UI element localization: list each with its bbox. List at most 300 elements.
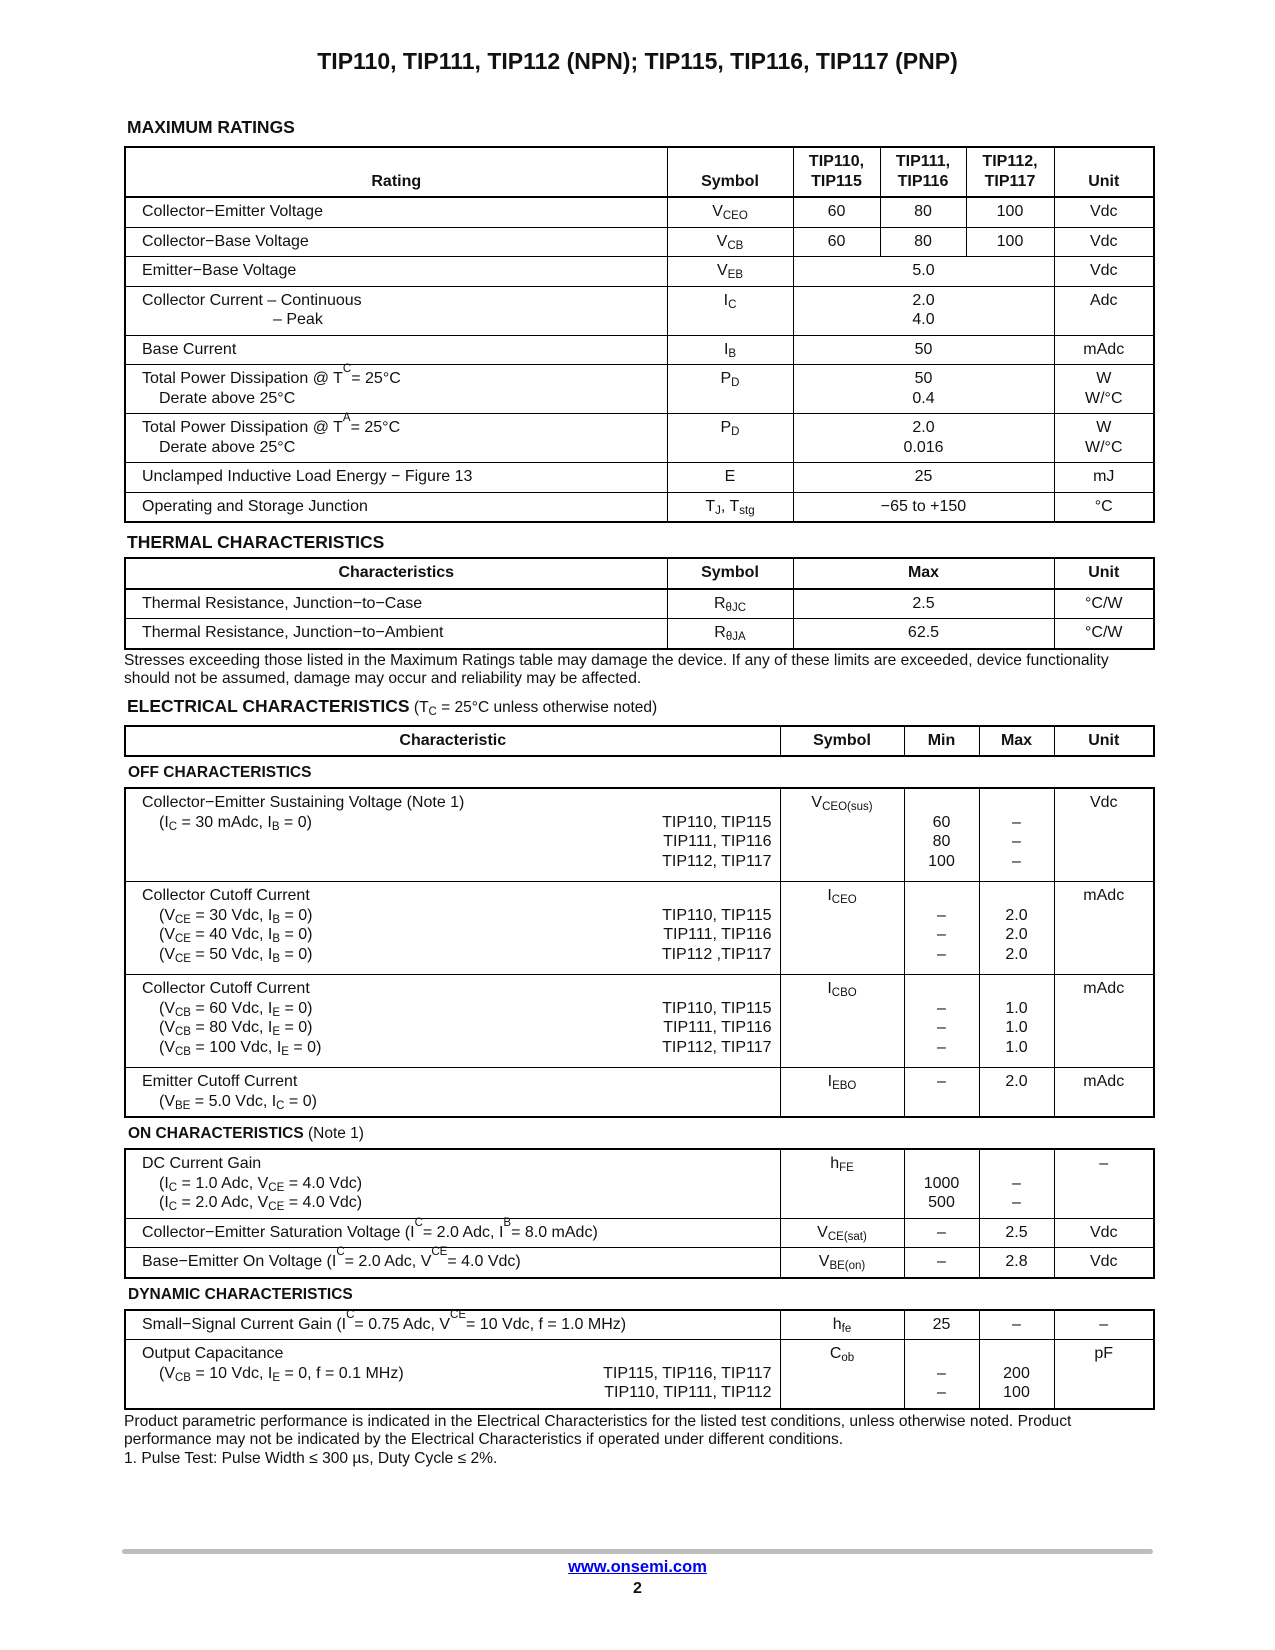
condition-line (142, 1092, 772, 1112)
device-list: TIP111, TIP116 (663, 833, 772, 850)
unit-cell (1054, 197, 1154, 227)
min-cell (904, 788, 979, 882)
subscript: B (271, 820, 280, 833)
min-cell (904, 1310, 979, 1340)
cell-text: 0.016 (903, 438, 944, 456)
cell-text (939, 1154, 943, 1174)
unit-cell: Vdc (1054, 788, 1154, 882)
symbol-cell: $R_{\theta JC}$ (667, 589, 793, 619)
unit-cell: °C/W (1054, 619, 1154, 649)
header-row (125, 558, 1154, 589)
symbol-cell: $h_{fe}$ (780, 1310, 904, 1340)
value-cell (793, 257, 1054, 287)
symbol-cell: $V_{CE(sat)}$ (780, 1218, 904, 1248)
cell-text: 2.0 (912, 419, 935, 436)
cell-line (980, 832, 1054, 852)
cell-line (905, 1193, 979, 1213)
cell-line (905, 1223, 979, 1243)
cell-text: Vdc (1089, 262, 1118, 279)
max-ratings-heading: MAXIMUM RATINGS (127, 117, 295, 137)
table-row (125, 1248, 1154, 1278)
test-condition (142, 1383, 159, 1403)
cell-text: – (937, 1223, 946, 1241)
device-list: TIP115, TIP116, TIP117 (603, 1364, 772, 1382)
characteristic-title: Collector Cutoff Current (142, 887, 310, 904)
footer-divider (122, 1549, 1153, 1554)
subscript: CB (175, 1026, 191, 1038)
table-row (125, 1068, 1154, 1118)
unit-cell (1054, 227, 1154, 257)
unit-cell (1054, 463, 1154, 493)
test-condition: ($V_{CE} = 50$ Vdc, $I_B = 0$) (159, 945, 313, 965)
header-char: Characteristic (125, 726, 780, 757)
characteristic-cell: Thermal Resistance, Junction−to−Case (125, 589, 667, 619)
characteristic-title: Collector Cutoff Current (142, 980, 310, 997)
cell-line (1055, 340, 1154, 360)
cell-line (1055, 232, 1154, 252)
subscript: C (276, 1099, 285, 1112)
cell-text: 50 (914, 340, 933, 358)
cell-text: Vdc (1089, 203, 1118, 220)
test-condition: ($I_C = 2.0$ Adc, $V_{CE} = 4.0$ Vdc) (159, 1194, 363, 1213)
cell-line (905, 1038, 979, 1058)
cell-text: – (1012, 813, 1021, 831)
characteristic-title: Output Capacitance (142, 1345, 284, 1362)
cell-text (939, 793, 943, 813)
subscript: B (503, 1216, 512, 1229)
cell-text: TIP111, (895, 153, 951, 170)
rating-line: Derate above 25°C (159, 438, 296, 456)
cell-text: 25 (932, 1315, 951, 1333)
footnote-pulse-test: 1. Pulse Test: Pulse Width ≤ 300 µs, Duty Cycle ≤ 2%. (124, 1449, 498, 1467)
symbol-cell: $V_{CEO}$ (667, 197, 793, 227)
cell-text: – (937, 945, 946, 963)
table-row (125, 197, 1154, 227)
symbol-cell: $P_D$ (667, 365, 793, 414)
unit-cell (1054, 414, 1154, 463)
subscript: CE (175, 933, 191, 945)
table-row (125, 335, 1154, 365)
cell-text: 1.0 (1005, 1038, 1028, 1056)
cell-line (980, 813, 1054, 833)
table-row (125, 365, 1154, 414)
max-cell (979, 882, 1054, 975)
subscript: EBO (832, 1080, 857, 1092)
cell-text: – (1012, 833, 1021, 850)
cell-text: 1.0 (1005, 1019, 1028, 1036)
subscript: CB (727, 239, 744, 252)
cell-line (794, 438, 1054, 458)
cell-line (980, 1344, 1054, 1364)
cell-line (980, 1038, 1054, 1058)
cell-text: 2.8 (1005, 1253, 1028, 1270)
cell-text: – (937, 1384, 946, 1401)
cell-line (794, 369, 1054, 389)
symbol-cell: $T_J$, $T_{stg}$ (667, 492, 793, 522)
max-cell: 62.5 (793, 619, 1054, 649)
min-cell (904, 1218, 979, 1248)
condition-line (142, 832, 772, 852)
subscript: CE (450, 1308, 467, 1321)
cell-line (794, 310, 1054, 330)
test-condition: ($I_C = 30$ mAdc, $I_B = 0$) (159, 813, 312, 833)
min-cell (904, 1149, 979, 1218)
cell-text (1014, 979, 1018, 999)
cell-line (980, 1223, 1054, 1243)
cell-text: 25 (914, 468, 933, 485)
max-cell (979, 788, 1054, 882)
characteristic-title: Collector−Emitter Saturation Voltage (I C = 2.0 Adc, I B = 8.0 mAdc) (142, 1216, 598, 1241)
section-table (124, 787, 1155, 1118)
device-list: TIP110, TIP111, TIP112 (604, 1384, 772, 1401)
condition-line (142, 1018, 772, 1038)
subscript: CE (431, 1246, 448, 1258)
rating-line: Collector Current – Continuous (142, 291, 362, 309)
cell-line (980, 925, 1054, 945)
electrical-condition: ($T_C = 25^\circ C$ unless otherwise noted) (409, 698, 658, 718)
subscript: CE (268, 1181, 285, 1194)
stress-note-line: should not be assumed, damage may occur and reliability may be affected. (124, 670, 642, 687)
subscript: θJC (725, 601, 746, 614)
header-unit: Unit (1054, 558, 1154, 589)
symbol-cell: $V_{BE(on)}$ (780, 1248, 904, 1278)
cell-line (1055, 291, 1154, 311)
test-condition: ($V_{CB} = 80$ Vdc, $I_E = 0$) (159, 1019, 313, 1038)
cell-line (905, 1252, 979, 1272)
characteristic-cell (125, 1340, 780, 1409)
cell-line (980, 1252, 1054, 1272)
cell-line (1055, 418, 1154, 438)
cell-text: −65 to +150 (880, 497, 967, 515)
cell-text: 100 (928, 852, 955, 870)
cell-text: W/°C (1085, 438, 1123, 456)
test-condition (142, 832, 159, 852)
condition-line (142, 906, 772, 926)
rating-line: Base Current (142, 340, 237, 358)
cell-text: – (937, 1073, 946, 1090)
cell-text: 60 (932, 813, 951, 831)
condition-line (142, 852, 772, 872)
cell-line (905, 886, 979, 906)
subscript: E (272, 1026, 281, 1038)
symbol-cell: E (667, 463, 793, 493)
value-cell: 80 (880, 227, 966, 257)
characteristic-title: Base−Emitter On Voltage (I C = 2.0 Adc, V CE = 4.0 Vdc) (142, 1246, 521, 1270)
cell-line (905, 1315, 979, 1335)
subscript: C (336, 1246, 345, 1258)
symbol-cell: $V_{EB}$ (667, 257, 793, 287)
device-list: TIP111, TIP116 (663, 926, 772, 943)
rating-cell (125, 414, 667, 463)
cell-line (905, 1344, 979, 1364)
subscript: CEO (831, 894, 857, 906)
website-link[interactable]: www.onsemi.com (568, 1558, 707, 1576)
cell-line (980, 793, 1054, 813)
cell-text (939, 1344, 943, 1364)
cell-line (980, 979, 1054, 999)
stress-note-line: Stresses exceeding those listed in the Maximum Ratings table may damage the device. If any of these limits are exceeded, device functionality (124, 651, 1109, 669)
test-condition: ($V_{CB} = 60$ Vdc, $I_E = 0$) (159, 999, 313, 1019)
cell-text (939, 979, 943, 999)
cell-line (1055, 389, 1154, 409)
subscript: CE(sat) (827, 1230, 867, 1243)
cell-line (1055, 369, 1154, 389)
unit-cell: Vdc (1054, 1248, 1154, 1278)
cell-line (980, 886, 1054, 906)
cell-line (980, 1315, 1054, 1335)
cell-text: 2.5 (1005, 1223, 1028, 1241)
cell-line (794, 418, 1054, 438)
unit-cell (1054, 335, 1154, 365)
subscript: CB (175, 1371, 191, 1384)
test-condition: ($V_{CE} = 30$ Vdc, $I_B = 0$) (159, 906, 313, 926)
rating-line: Collector−Emitter Voltage (142, 203, 323, 220)
characteristic-cell: Thermal Resistance, Junction−to−Ambient (125, 619, 667, 649)
cell-text: °C (1094, 497, 1113, 515)
test-condition: ($V_{CB} = 10$ Vdc, $I_E = 0$, f = 0.1 MHz) (159, 1364, 404, 1384)
electrical-heading-text: ELECTRICAL CHARACTERISTICS (127, 695, 410, 716)
symbol-cell: $h_{FE}$ (780, 1149, 904, 1218)
rating-cell (125, 492, 667, 522)
table-row (125, 975, 1154, 1068)
subscript: CEO (722, 210, 748, 222)
electrical-header-table (124, 725, 1155, 758)
table-row (125, 463, 1154, 493)
subscript: D (731, 426, 740, 438)
cell-line (881, 172, 966, 192)
section-label (124, 763, 1153, 782)
value-cell: 100 (966, 227, 1054, 257)
rating-line: Operating and Storage Junction (142, 497, 368, 515)
cell-text: mJ (1093, 468, 1115, 485)
value-cell (793, 492, 1054, 522)
cell-line (905, 852, 979, 872)
subscript: BE(on) (829, 1260, 866, 1272)
symbol-cell: $I_{EBO}$ (780, 1068, 904, 1118)
cell-text: TIP115 (811, 172, 862, 190)
value-cell: 100 (966, 197, 1054, 227)
cell-text: Adc (1089, 291, 1118, 309)
unit-cell: mAdc (1054, 1068, 1154, 1118)
cell-line (1055, 467, 1154, 487)
rating-cell (125, 335, 667, 365)
max-cell (979, 975, 1054, 1068)
unit-cell (1054, 365, 1154, 414)
cell-line (905, 1072, 979, 1092)
min-cell (904, 1340, 979, 1409)
cell-text (1014, 793, 1018, 813)
section-label (124, 1285, 1153, 1304)
subscript: θJA (725, 631, 746, 643)
rating-cell (125, 257, 667, 287)
cell-line (905, 906, 979, 926)
test-condition: ($V_{CE} = 40$ Vdc, $I_B = 0$) (159, 926, 313, 945)
rating-cell (125, 227, 667, 257)
device-list: TIP111, TIP116 (663, 1019, 772, 1036)
cell-text: 2.0 (912, 291, 935, 309)
unit-cell: pF (1054, 1340, 1154, 1409)
table-row (125, 1149, 1154, 1218)
rating-line: Total Power Dissipation @ T C = 25°C (142, 363, 401, 387)
characteristic-cell (125, 1218, 780, 1248)
device-list: TIP112, TIP117 (662, 852, 772, 870)
cell-line (1055, 497, 1154, 517)
subscript: CE (175, 952, 191, 965)
characteristic-cell (125, 975, 780, 1068)
cell-line (967, 172, 1054, 192)
stress-note (124, 652, 1153, 689)
unit-cell (1054, 492, 1154, 522)
cell-line (794, 389, 1054, 409)
unit-cell: mAdc (1054, 975, 1154, 1068)
cell-line (794, 261, 1054, 281)
subscript: CB (175, 1045, 191, 1058)
subscript: EB (727, 269, 743, 281)
max-cell: 2.5 (793, 589, 1054, 619)
characteristic-title: Collector−Emitter Sustaining Voltage (Note 1) (142, 794, 465, 811)
cell-line (1055, 438, 1154, 458)
subscript: C (346, 1308, 355, 1321)
cell-line (794, 340, 1054, 360)
cell-text: 5.0 (912, 262, 935, 279)
device-list: TIP112 ,TIP117 (661, 945, 772, 963)
cell-line (980, 945, 1054, 965)
table-row (125, 1310, 1154, 1340)
condition-line (142, 1364, 772, 1384)
electrical-sections (124, 763, 1153, 1410)
table-row (125, 619, 1154, 649)
subscript: C (168, 1201, 178, 1213)
subscript: CB (175, 1006, 191, 1019)
device-list: TIP110, TIP115 (662, 906, 772, 924)
symbol-cell: $P_D$ (667, 414, 793, 463)
value-cell: 60 (793, 227, 880, 257)
subscript: E (272, 1006, 281, 1019)
table-row (125, 286, 1154, 335)
cell-line (905, 1364, 979, 1384)
table-row (125, 492, 1154, 522)
condition-line (142, 1038, 772, 1058)
table-row (125, 1340, 1154, 1409)
cell-text (1014, 1154, 1018, 1174)
condition-line (142, 945, 772, 965)
cell-line (1055, 202, 1154, 222)
header-col3 (966, 147, 1054, 197)
electrical-heading (124, 695, 1153, 719)
cell-line (905, 832, 979, 852)
characteristic-cell (125, 1149, 780, 1218)
rating-line: Collector−Base Voltage (142, 232, 309, 250)
section-label-text: ON CHARACTERISTICS (128, 1125, 304, 1142)
cell-text: 2.0 (1005, 926, 1028, 943)
cell-text: W (1096, 419, 1112, 436)
cell-text: – (937, 1019, 946, 1036)
header-rating: Rating (125, 147, 667, 197)
table-row (125, 227, 1154, 257)
subscript: J (715, 504, 721, 517)
unit-cell (1054, 286, 1154, 335)
subscript: CE (268, 1201, 285, 1213)
symbol-cell: $I_{CBO}$ (780, 975, 904, 1068)
value-cell (793, 463, 1054, 493)
cell-text: 50 (914, 370, 933, 387)
section-label (124, 1124, 1153, 1143)
footnotes (124, 1413, 1153, 1469)
min-cell (904, 975, 979, 1068)
min-cell (904, 882, 979, 975)
cell-text: TIP110, (808, 153, 865, 170)
cell-line (980, 906, 1054, 926)
rating-line: Derate above 25°C (159, 389, 296, 407)
unit-cell: Vdc (1054, 1218, 1154, 1248)
subscript: FE (839, 1162, 854, 1174)
cell-text: TIP112, (982, 153, 1038, 170)
cell-text: TIP117 (984, 172, 1036, 190)
cell-line (905, 1174, 979, 1194)
rating-cell (125, 365, 667, 414)
test-condition: ($V_{CB} = 100$ Vdc, $I_E = 0$) (159, 1038, 322, 1058)
section-label-note: (Note 1) (303, 1125, 364, 1142)
header-row (125, 726, 1154, 757)
page-content (124, 116, 1153, 1468)
cell-line (794, 291, 1054, 311)
table-row (125, 589, 1154, 619)
cell-text: TIP116 (897, 172, 949, 190)
cell-line (905, 793, 979, 813)
unit-cell: °C/W (1054, 589, 1154, 619)
subscript: B (272, 913, 281, 926)
characteristic-cell (125, 788, 780, 882)
cell-text: W (1096, 370, 1112, 387)
unit-cell: – (1054, 1310, 1154, 1340)
cell-line (794, 467, 1054, 487)
max-cell (979, 1068, 1054, 1118)
section-table (124, 1309, 1155, 1410)
max-cell (979, 1340, 1054, 1409)
cell-text: – (1012, 1194, 1021, 1211)
subscript: fe (841, 1322, 852, 1335)
cell-text (1014, 886, 1018, 906)
table-row (125, 257, 1154, 287)
subscript: CE (175, 913, 191, 926)
cell-text: – (937, 906, 946, 924)
header-unit: Unit (1054, 147, 1154, 197)
unit-cell: – (1054, 1149, 1154, 1218)
value-cell (793, 286, 1054, 335)
test-condition: ($V_{BE} = 5.0$ Vdc, $I_C = 0$) (159, 1092, 317, 1112)
condition-line (142, 925, 772, 945)
characteristic-cell (125, 882, 780, 975)
header-col1 (793, 147, 880, 197)
section-label-text: OFF CHARACTERISTICS (128, 764, 312, 781)
symbol-cell: $I_{CEO}$ (780, 882, 904, 975)
subscript: C (168, 820, 178, 833)
subscript: C (414, 1216, 423, 1229)
cell-line (794, 172, 880, 192)
header-symbol: Symbol (667, 147, 793, 197)
cell-text: – (1012, 852, 1021, 870)
table-row (125, 414, 1154, 463)
subscript: BE (175, 1099, 191, 1112)
cell-line (967, 152, 1054, 172)
characteristic-title: DC Current Gain (142, 1155, 262, 1172)
header-symbol: Symbol (780, 726, 904, 757)
cell-text: – (937, 1253, 946, 1270)
cell-text: – (937, 999, 946, 1017)
cell-line (881, 152, 966, 172)
subscript: B (272, 952, 281, 965)
subscript: B (272, 933, 281, 945)
